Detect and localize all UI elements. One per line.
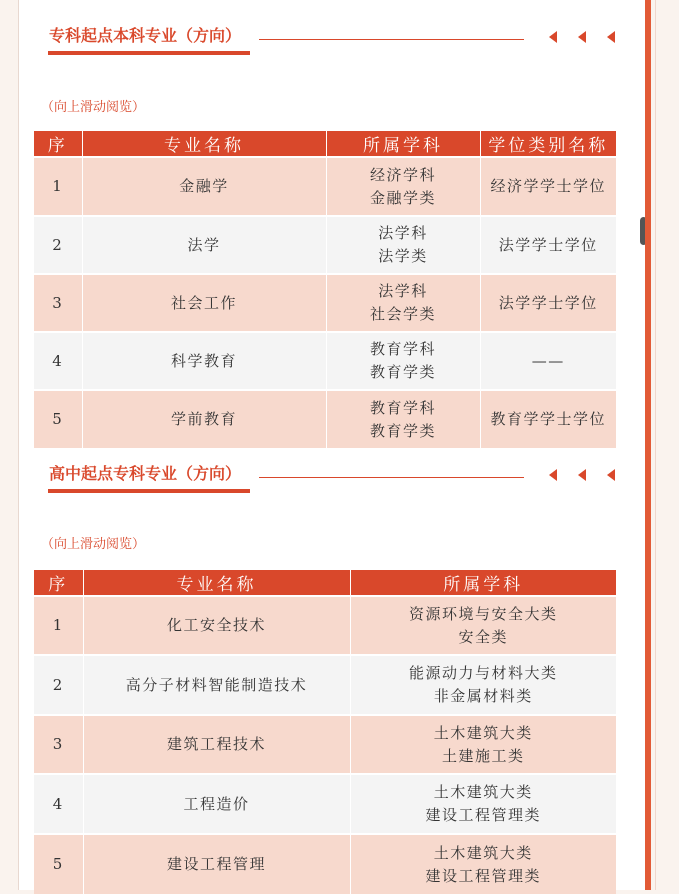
cell-line: 建设工程管理类: [425, 806, 541, 824]
table-header-row: [34, 131, 616, 157]
cell-major: 法学: [82, 216, 326, 274]
cell-line: 经济学科: [369, 165, 436, 184]
cell-line: 教育学类: [369, 363, 436, 381]
section-header-college: [49, 461, 639, 491]
cell-index: 4: [34, 332, 82, 390]
cell-major: 学前教育: [82, 390, 326, 448]
table-row: [34, 274, 616, 332]
college-table-scroll[interactable]: [34, 570, 616, 885]
cell-degree: 法学学士学位: [480, 274, 616, 332]
cell-degree: 法学学士学位: [480, 216, 616, 274]
article-page: [18, 0, 645, 890]
section-header-undergrad: [49, 23, 639, 53]
cell-line: 教育学科: [369, 398, 436, 417]
cell-index: 3: [34, 274, 82, 332]
triangle-left-icon: [549, 469, 557, 481]
cell-index: 5: [34, 390, 82, 448]
cell-line: 建设工程管理类: [425, 866, 541, 885]
college-table: [34, 570, 616, 894]
table-row: [34, 390, 616, 448]
table-row: [34, 596, 616, 655]
cell-line: 金融学类: [369, 188, 436, 207]
header-divider-line: [259, 39, 524, 40]
table-row: [34, 655, 616, 715]
table-row: [34, 834, 616, 894]
triangle-left-icon: [578, 469, 586, 481]
cell-major: 建筑工程技术: [83, 715, 350, 774]
cell-discipline: [350, 715, 616, 774]
triangle-left-icon: [607, 469, 615, 481]
cell-discipline: [326, 390, 480, 448]
cell-discipline: [350, 834, 616, 894]
cell-index: 2: [34, 216, 82, 274]
cell-degree: 经济学学士学位: [480, 157, 616, 216]
cell-line: 社会学类: [369, 305, 436, 323]
cell-discipline: [326, 216, 480, 274]
cell-line: 法学类: [378, 247, 428, 265]
col-header-index: 序: [34, 131, 82, 157]
cell-index: 1: [34, 596, 83, 655]
cell-major: 金融学: [82, 157, 326, 216]
cell-line: 非金属材料类: [433, 687, 533, 705]
table-header-row: [34, 570, 616, 596]
cell-line: 教育学科: [369, 340, 436, 358]
col-header-major: 专业名称: [83, 570, 350, 596]
section-title-undergrad: 专科起点本科专业（方向）: [49, 26, 242, 45]
table-row: [34, 332, 616, 390]
cell-index: 5: [34, 834, 83, 894]
cell-line: 法学科: [378, 282, 428, 300]
col-header-major: 专业名称: [82, 131, 326, 157]
right-border-accent: [645, 0, 651, 890]
cell-major: 社会工作: [82, 274, 326, 332]
cell-line: 资源环境与安全大类: [408, 604, 558, 623]
title-underline: [48, 51, 250, 55]
col-header-discipline: 所属学科: [326, 131, 480, 157]
cell-line: 能源动力与材料大类: [408, 664, 558, 682]
cell-line: 法学科: [378, 224, 428, 242]
cell-index: 2: [34, 655, 83, 715]
table-row: [34, 774, 616, 834]
triangle-left-icon: [549, 31, 557, 43]
table-row: [34, 715, 616, 774]
cell-major: 建设工程管理: [83, 834, 350, 894]
col-header-degree: 学位类别名称: [480, 131, 616, 157]
arrows-icon-group: [543, 31, 633, 47]
col-header-discipline: 所属学科: [350, 570, 616, 596]
cell-major: 工程造价: [83, 774, 350, 834]
cell-discipline: [350, 774, 616, 834]
table-row: [34, 216, 616, 274]
cell-line: 土木建筑大类: [433, 723, 533, 742]
cell-discipline: [350, 655, 616, 715]
triangle-left-icon: [578, 31, 586, 43]
cell-index: 4: [34, 774, 83, 834]
section-title-college: 高中起点专科专业（方向）: [49, 464, 242, 483]
undergrad-table-scroll[interactable]: [34, 131, 616, 440]
cell-discipline: [326, 274, 480, 332]
cell-line: 教育学类: [369, 421, 436, 440]
cell-discipline: [326, 332, 480, 390]
cell-major: 科学教育: [82, 332, 326, 390]
cell-index: 1: [34, 157, 82, 216]
title-underline: [48, 489, 250, 493]
scroll-hint-undergrad: （向上滑动阅览）: [41, 100, 146, 115]
cell-major: 高分子材料智能制造技术: [83, 655, 350, 715]
cell-line: 土木建筑大类: [433, 783, 533, 801]
cell-major: 化工安全技术: [83, 596, 350, 655]
header-divider-line: [259, 477, 524, 478]
cell-line: 土木建筑大类: [433, 843, 533, 862]
cell-discipline: [350, 596, 616, 655]
cell-degree: 教育学学士学位: [480, 390, 616, 448]
col-header-index: 序: [34, 570, 83, 596]
cell-line: 安全类: [458, 627, 508, 646]
cell-discipline: [326, 157, 480, 216]
triangle-left-icon: [607, 31, 615, 43]
cell-degree: ——: [480, 332, 616, 390]
cell-index: 3: [34, 715, 83, 774]
table-row: [34, 157, 616, 216]
scroll-hint-college: （向上滑动阅览）: [41, 537, 146, 552]
right-border-thin: [655, 0, 656, 890]
undergrad-table: [34, 131, 616, 448]
cell-line: 土建施工类: [441, 746, 525, 765]
arrows-icon-group: [543, 469, 633, 485]
